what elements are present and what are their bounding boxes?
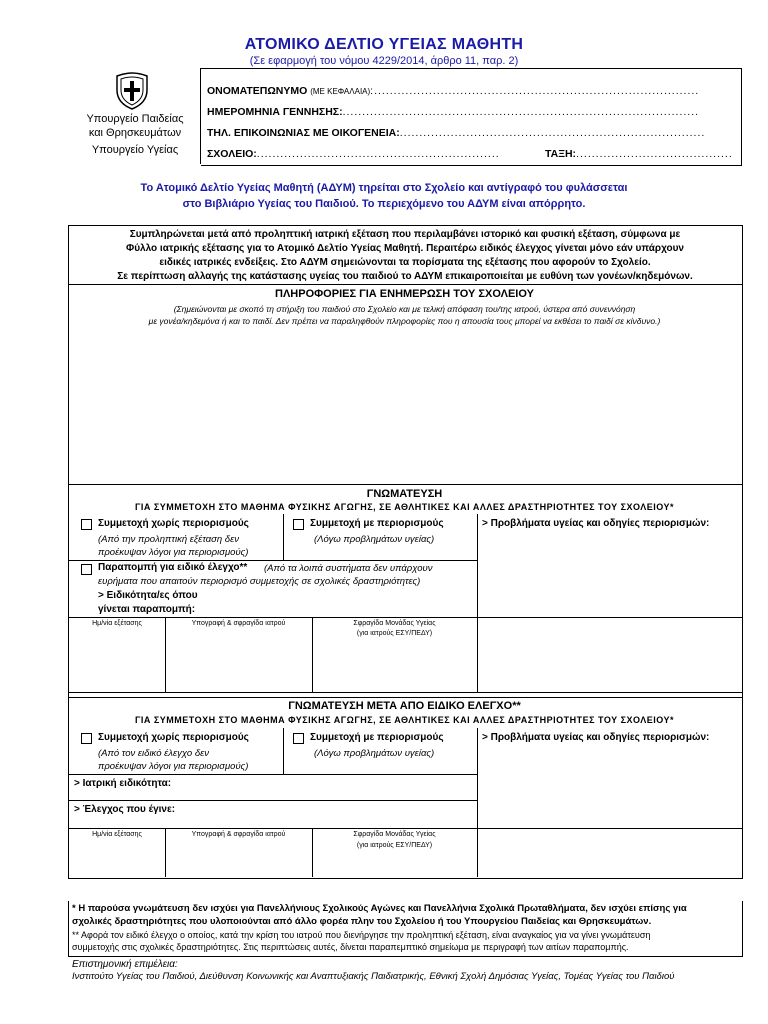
- sig2-unit-label-2: (για ιατρούς ΕΣΥ/ΠΕΔΥ): [356, 842, 433, 849]
- referral-note-2: ευρήματα που απαιτούν περιορισμό συμμετοχής σε σχολικές δραστηριότητες): [98, 576, 421, 587]
- ministry-education-1: Υπουργείο Παιδείας: [86, 113, 184, 125]
- divider: [283, 728, 284, 774]
- opinion-subtitle: ΓΙΑ ΣΥΜΜΕΤΟΧΗ ΣΤΟ ΜΑΘΗΜΑ ΦΥΣΙΚΗΣ ΑΓΩΓΗΣ, ΣΕ ΑΘΛΗΤΙΚΕΣ ΚΑΙ ΑΛΛΕΣ ΔΡΑΣΤΗΡΙΟΤΗΤΕΣ ΤΟΥ ΣΧΟΛΕΙΟΥ*: [134, 502, 675, 512]
- with-restrictions-checkbox[interactable]: [293, 519, 304, 530]
- health-problems-label: > Προβλήματα υγείας και οδηγίες περιορισμών:: [482, 518, 710, 529]
- divider: [69, 560, 477, 561]
- divider: [69, 284, 742, 285]
- check-done-field[interactable]: > Έλεγχος που έγινε:: [74, 804, 176, 815]
- divider: [69, 484, 742, 485]
- sig-unit-label-1: Σφραγίδα Μονάδας Υγείας: [353, 620, 436, 627]
- opinion2-title: ΓΝΩΜΑΤΕΥΣΗ ΜΕΤΑ ΑΠΟ ΕΙΔΙΚΟ ΕΛΕΓΧΟ**: [288, 700, 521, 712]
- no-restrictions-label: Συμμετοχή χωρίς περιορισμούς: [98, 518, 249, 529]
- divider: [69, 774, 477, 775]
- credit-label: Επιστημονική επιμέλεια:: [72, 959, 178, 970]
- intro-line-2: στο Βιβλιάριο Υγείας του Παιδιού. Το περιεχόμενο του ΑΔΥΜ είναι απόρρητο.: [182, 198, 586, 210]
- credit-text: Ινστιτούτο Υγείας του Παιδιού, Διεύθυνση Κοινωνικής και Αναπτυξιακής Παιδιατρικής, Εθνική Σχολή Δημόσιας Υγείας, Τομέας Υγείας του Παιδιού: [72, 971, 675, 982]
- with-restrictions-2-note: (Λόγω προβλημάτων υγείας): [314, 748, 435, 759]
- no-restrictions-2-label: Συμμετοχή χωρίς περιορισμούς: [98, 732, 249, 743]
- with-restrictions-label: Συμμετοχή με περιορισμούς: [310, 518, 444, 529]
- opinion-title: ΓΝΩΜΑΤΕΥΣΗ: [366, 488, 443, 500]
- no-restrictions-note-2: προέκυψαν λόγοι για περιορισμούς): [98, 547, 249, 558]
- footnote-2b: συμμετοχής στις σχολικές δραστηριότητες. Στις περιπτώσεις αυτές, δίνεται παραπεμπτικό σημείωμα με περιγραφή των αιτίων παραπομπής.: [72, 942, 629, 952]
- info-note-1: (Σημειώνονται με σκοπό τη στήριξη του παιδιού στο Σχολείο και με τελική απόφαση του/της ιατρού, ύστερα από συνεννόηση: [173, 304, 636, 314]
- birthdate-field[interactable]: ΗΜΕΡΟΜΗΝΙΑ ΓΕΝΝΗΣΗΣ:...........................................................................................: [207, 106, 700, 118]
- referral-specialties-label-2: γίνεται παραπομπή:: [98, 604, 196, 615]
- name-field[interactable]: ΟΝΟΜΑΤΕΠΩΝΥΜΟ (ΜΕ ΚΕΦΑΛΑΙΑ):...................................................................................: [207, 85, 700, 97]
- divider: [477, 617, 478, 692]
- info-note-2: με γονέα/κηδεμόνα ή και το παιδί. Δεν πρέπει να παραληφθούν πληροφορίες που η απουσία τους μπορεί να εκθέσει το παιδί σε κίνδυνο.): [148, 316, 661, 326]
- referral-checkbox[interactable]: [81, 564, 92, 575]
- health-problems-2-label: > Προβλήματα υγείας και οδηγίες περιορισμών:: [482, 732, 710, 743]
- footnote-2a: ** Αφορά τον ειδικό έλεγχο ο οποίος, κατά την κρίση του ιατρού που διενήργησε την προληπτική εξέταση, είναι αναγκαίος για να γίνει γνωμάτευση: [72, 930, 651, 940]
- greek-emblem-icon: [113, 70, 151, 110]
- with-restrictions-2-checkbox[interactable]: [293, 733, 304, 744]
- divider: [477, 728, 478, 828]
- divider: [69, 697, 742, 698]
- class-field[interactable]: ΤΑΞΗ:........................................: [545, 148, 733, 160]
- intro-line-1: Το Ατομικό Δελτίο Υγείας Μαθητή (ΑΔΥΜ) τηρείται στο Σχολείο και αντίγραφό του φυλάσσεται: [140, 182, 628, 194]
- sig-unit-label-2: (για ιατρούς ΕΣΥ/ΠΕΔΥ): [356, 630, 433, 637]
- no-restrictions-2-note-1: (Από τον ειδικό έλεγχο δεν: [98, 748, 210, 759]
- no-restrictions-2-note-2: προέκυψαν λόγοι για περιορισμούς): [98, 761, 249, 772]
- divider: [283, 514, 284, 560]
- divider: [69, 617, 742, 618]
- opinion2-subtitle: ΓΙΑ ΣΥΜΜΕΤΟΧΗ ΣΤΟ ΜΑΘΗΜΑ ΦΥΣΙΚΗΣ ΑΓΩΓΗΣ, ΣΕ ΑΘΛΗΤΙΚΕΣ ΚΑΙ ΑΛΛΕΣ ΔΡΑΣΤΗΡΙΟΤΗΤΕΣ ΤΟΥ ΣΧΟΛΕΙΟΥ*: [134, 715, 675, 725]
- sig2-unit-label-1: Σφραγίδα Μονάδας Υγείας: [353, 831, 436, 838]
- referral-specialties-label-1: > Ειδικότητα/ες όπου: [98, 590, 198, 601]
- sig-doctor-label: Υπογραφή & σφραγίδα ιατρού: [191, 620, 286, 627]
- school-field[interactable]: ΣΧΟΛΕΙΟ:..............................................................: [207, 148, 500, 160]
- no-restrictions-checkbox[interactable]: [81, 519, 92, 530]
- no-restrictions-2-checkbox[interactable]: [81, 733, 92, 744]
- divider: [69, 800, 477, 801]
- page-subtitle: (Σε εφαρμογή του νόμου 4229/2014, άρθρο 11, παρ. 2): [249, 55, 519, 67]
- family-phone-field[interactable]: ΤΗΛ. ΕΠΙΚΟΙΝΩΝΙΑΣ ΜΕ ΟΙΚΟΓΕΝΕΙΑ:..............................................................................: [207, 127, 706, 139]
- with-restrictions-note: (Λόγω προβλημάτων υγείας): [314, 534, 435, 545]
- ministry-education-2: και Θρησκευμάτων: [88, 127, 182, 139]
- sig2-date-label: Ημ/νία εξέτασης: [92, 831, 142, 838]
- info-text-area[interactable]: [70, 330, 738, 480]
- no-restrictions-note-1: (Από την προληπτική εξέταση δεν: [98, 534, 240, 545]
- medical-specialty-field[interactable]: > Ιατρική ειδικότητα:: [74, 778, 172, 789]
- sig-date-label: Ημ/νία εξέτασης: [92, 620, 142, 627]
- referral-note-1: (Από τα λοιπά συστήματα δεν υπάρχουν: [264, 563, 433, 574]
- info-section-title: ΠΛΗΡΟΦΟΡΙΕΣ ΓΙΑ ΕΝΗΜΕΡΩΣΗ ΤΟΥ ΣΧΟΛΕΙΟΥ: [275, 288, 534, 300]
- divider: [477, 828, 478, 877]
- sig2-doctor-label: Υπογραφή & σφραγίδα ιατρού: [191, 831, 286, 838]
- divider: [69, 692, 742, 693]
- ministry-health: Υπουργείο Υγείας: [91, 144, 179, 156]
- footnote-1a: * Η παρούσα γνωμάτευση δεν ισχύει για Πανελλήνιους Σχολικούς Αγώνες και Πανελλήνια Σχολικά Πρωταθλήματα, δεν ισχύει επίσης για: [72, 903, 687, 914]
- divider: [69, 828, 742, 829]
- notice-text: Συμπληρώνεται μετά από προληπτική ιατρική εξέταση που περιλαμβάνει ιστορικό και φυσική εξέταση, σύμφωνα με Φύλλο ιατρικής εξέτασης για το Ατομικό Δελτίο Υγείας Μαθητή. Περαιτέρω ειδικός έλεγχος γίνεται μόνο εάν υπάρχουν ειδικές ιατρικές ενδείξεις. Στο ΑΔΥΜ σημειώνονται τα πορίσματα της εξέτασης που αφορούν το Σχολείο. Σε περίπτωση αλλαγής της κατάστασης υγείας του παιδιού το ΑΔΥΜ επικαιροποιείται με ευθύνη των γονέων/κηδεμόνων.: [117, 229, 693, 282]
- footnote-1b: σχολικές δραστηριότητες που υλοποιούνται από άλλο φορέα πλην του Σχολείου ή του Υπουργείου Παιδείας και Θρησκευμάτων.: [72, 916, 652, 927]
- page-title: ΑΤΟΜΙΚΟ ΔΕΛΤΙΟ ΥΓΕΙΑΣ ΜΑΘΗΤΗ: [244, 36, 524, 53]
- with-restrictions-2-label: Συμμετοχή με περιορισμούς: [310, 732, 444, 743]
- referral-label: Παραπομπή για ειδικό έλεγχο**: [98, 562, 248, 573]
- divider: [477, 514, 478, 617]
